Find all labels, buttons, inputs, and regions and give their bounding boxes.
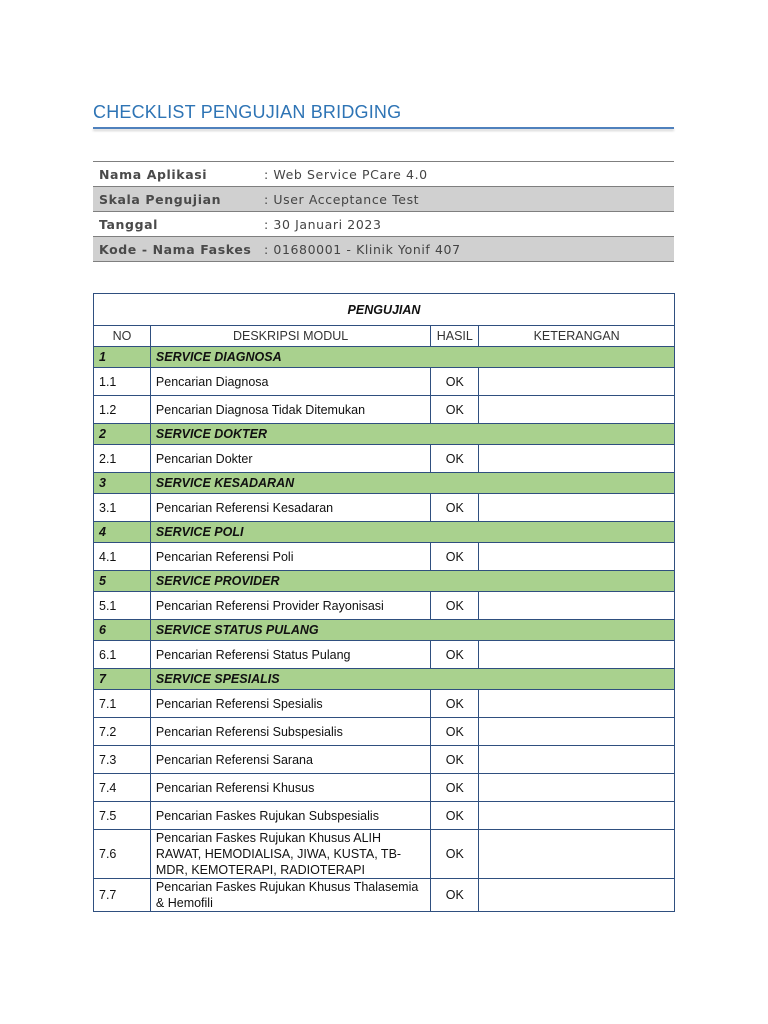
item-description: Pencarian Referensi Provider Rayonisasi [150, 592, 430, 620]
info-table [93, 161, 674, 262]
section-name: SERVICE KESADARAN [150, 473, 674, 494]
header-desc: DESKRIPSI MODUL [150, 326, 430, 347]
item-number: 4.1 [94, 543, 151, 571]
section-row [94, 669, 675, 690]
item-note [479, 690, 675, 718]
info-label: Tanggal [93, 212, 258, 237]
item-note [479, 746, 675, 774]
item-number: 7.7 [94, 879, 151, 912]
info-label: Skala Pengujian [93, 187, 258, 212]
item-number: 7.1 [94, 690, 151, 718]
table-row [94, 879, 675, 912]
item-result: OK [431, 641, 479, 669]
item-note [479, 774, 675, 802]
section-row [94, 473, 675, 494]
section-number: 5 [94, 571, 151, 592]
section-name: SERVICE STATUS PULANG [150, 620, 674, 641]
item-result: OK [431, 543, 479, 571]
item-number: 1.1 [94, 368, 151, 396]
item-note [479, 494, 675, 522]
info-value: : 01680001 - Klinik Yonif 407 [258, 237, 674, 262]
info-row-faskes [93, 237, 674, 262]
info-value: : User Acceptance Test [258, 187, 674, 212]
item-number: 5.1 [94, 592, 151, 620]
info-row-scale [93, 187, 674, 212]
item-note [479, 592, 675, 620]
item-note [479, 879, 675, 912]
item-result: OK [431, 830, 479, 879]
item-result: OK [431, 774, 479, 802]
item-description: Pencarian Referensi Sarana [150, 746, 430, 774]
info-row-date [93, 212, 674, 237]
section-row [94, 620, 675, 641]
info-row-app [93, 162, 674, 187]
info-label: Nama Aplikasi [93, 162, 258, 187]
section-number: 4 [94, 522, 151, 543]
item-result: OK [431, 396, 479, 424]
item-number: 2.1 [94, 445, 151, 473]
item-description: Pencarian Faskes Rujukan Khusus ALIH RAWAT, HEMODIALISA, JIWA, KUSTA, TB-MDR, KEMOTERAPI, RADIOTERAPI [150, 830, 430, 879]
info-value: : 30 Januari 2023 [258, 212, 674, 237]
checklist-table [93, 293, 675, 912]
info-label: Kode - Nama Faskes [93, 237, 258, 262]
table-row [94, 494, 675, 522]
section-number: 7 [94, 669, 151, 690]
item-note [479, 830, 675, 879]
table-row [94, 368, 675, 396]
item-note [479, 543, 675, 571]
item-description: Pencarian Referensi Poli [150, 543, 430, 571]
section-row [94, 522, 675, 543]
item-note [479, 445, 675, 473]
section-row [94, 571, 675, 592]
table-row [94, 802, 675, 830]
header-no: NO [94, 326, 151, 347]
section-number: 2 [94, 424, 151, 445]
section-name: SERVICE DIAGNOSA [150, 347, 674, 368]
header-result: HASIL [431, 326, 479, 347]
section-number: 3 [94, 473, 151, 494]
table-row [94, 445, 675, 473]
table-row [94, 746, 675, 774]
item-result: OK [431, 690, 479, 718]
section-name: SERVICE POLI [150, 522, 674, 543]
item-note [479, 396, 675, 424]
section-number: 6 [94, 620, 151, 641]
item-description: Pencarian Referensi Kesadaran [150, 494, 430, 522]
item-result: OK [431, 802, 479, 830]
item-note [479, 718, 675, 746]
header-note: KETERANGAN [479, 326, 675, 347]
table-header-row [94, 326, 675, 347]
item-number: 7.3 [94, 746, 151, 774]
item-number: 1.2 [94, 396, 151, 424]
item-description: Pencarian Diagnosa [150, 368, 430, 396]
section-name: SERVICE DOKTER [150, 424, 674, 445]
table-row [94, 641, 675, 669]
section-row [94, 347, 675, 368]
item-result: OK [431, 368, 479, 396]
item-result: OK [431, 445, 479, 473]
table-row [94, 830, 675, 879]
title-underline [93, 127, 674, 129]
item-number: 7.4 [94, 774, 151, 802]
table-row [94, 718, 675, 746]
item-number: 7.2 [94, 718, 151, 746]
document-title: CHECKLIST PENGUJIAN BRIDGING [93, 102, 402, 122]
item-note [479, 641, 675, 669]
table-row [94, 690, 675, 718]
item-description: Pencarian Dokter [150, 445, 430, 473]
item-description: Pencarian Faskes Rujukan Khusus Thalasemia & Hemofili [150, 879, 430, 912]
item-note [479, 802, 675, 830]
item-number: 3.1 [94, 494, 151, 522]
item-result: OK [431, 592, 479, 620]
item-result: OK [431, 718, 479, 746]
table-row [94, 592, 675, 620]
item-description: Pencarian Diagnosa Tidak Ditemukan [150, 396, 430, 424]
item-number: 7.5 [94, 802, 151, 830]
item-result: OK [431, 879, 479, 912]
table-row [94, 543, 675, 571]
item-description: Pencarian Faskes Rujukan Subspesialis [150, 802, 430, 830]
section-name: SERVICE SPESIALIS [150, 669, 674, 690]
item-note [479, 368, 675, 396]
section-number: 1 [94, 347, 151, 368]
info-value: : Web Service PCare 4.0 [258, 162, 674, 187]
item-number: 6.1 [94, 641, 151, 669]
item-description: Pencarian Referensi Spesialis [150, 690, 430, 718]
table-row [94, 396, 675, 424]
section-row [94, 424, 675, 445]
item-description: Pencarian Referensi Subspesialis [150, 718, 430, 746]
item-description: Pencarian Referensi Khusus [150, 774, 430, 802]
table-caption-row [94, 294, 675, 326]
item-result: OK [431, 494, 479, 522]
table-row [94, 774, 675, 802]
section-name: SERVICE PROVIDER [150, 571, 674, 592]
item-result: OK [431, 746, 479, 774]
table-caption: PENGUJIAN [94, 294, 675, 326]
item-description: Pencarian Referensi Status Pulang [150, 641, 430, 669]
item-number: 7.6 [94, 830, 151, 879]
